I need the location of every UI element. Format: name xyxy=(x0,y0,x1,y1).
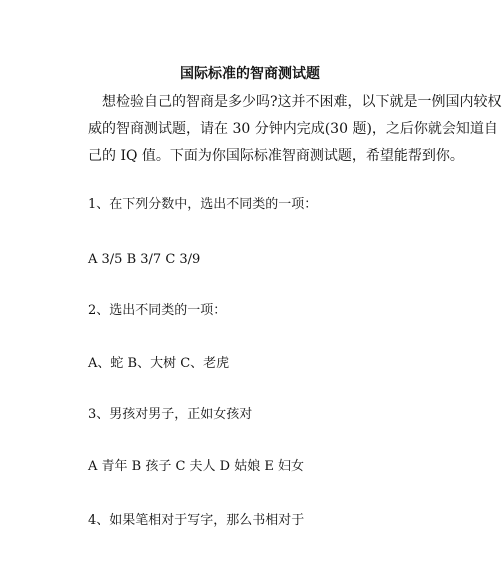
question-1: 1、在下列分数中，选出不同类的一项： xyxy=(88,197,318,212)
question-1-options: A 3/5 B 3/7 C 3/9 xyxy=(88,252,201,267)
intro-line: 想检验自己的智商是多少吗?这并不困难，以下就是一例国内较权 xyxy=(88,94,502,110)
intro-paragraph xyxy=(88,89,502,170)
question-2-options: A、蛇 B、大树 C、老虎 xyxy=(88,356,230,371)
question-3: 3、男孩对男子，正如女孩对 xyxy=(88,407,253,422)
intro-line: 己的 IQ 值。下面为你国际标准智商测试题，希望能帮到你。 xyxy=(88,148,464,164)
intro-line: 威的智商测试题，请在 30 分钟内完成(30 题)，之后你就会知道自 xyxy=(88,121,498,137)
question-3-options: A 青年 B 孩子 C 夫人 D 姑娘 E 妇女 xyxy=(88,459,304,474)
question-4: 4、如果笔相对于写字，那么书相对于 xyxy=(88,513,305,528)
question-2: 2、选出不同类的一项： xyxy=(88,303,227,318)
document-title: 国际标准的智商测试题 xyxy=(180,66,320,82)
